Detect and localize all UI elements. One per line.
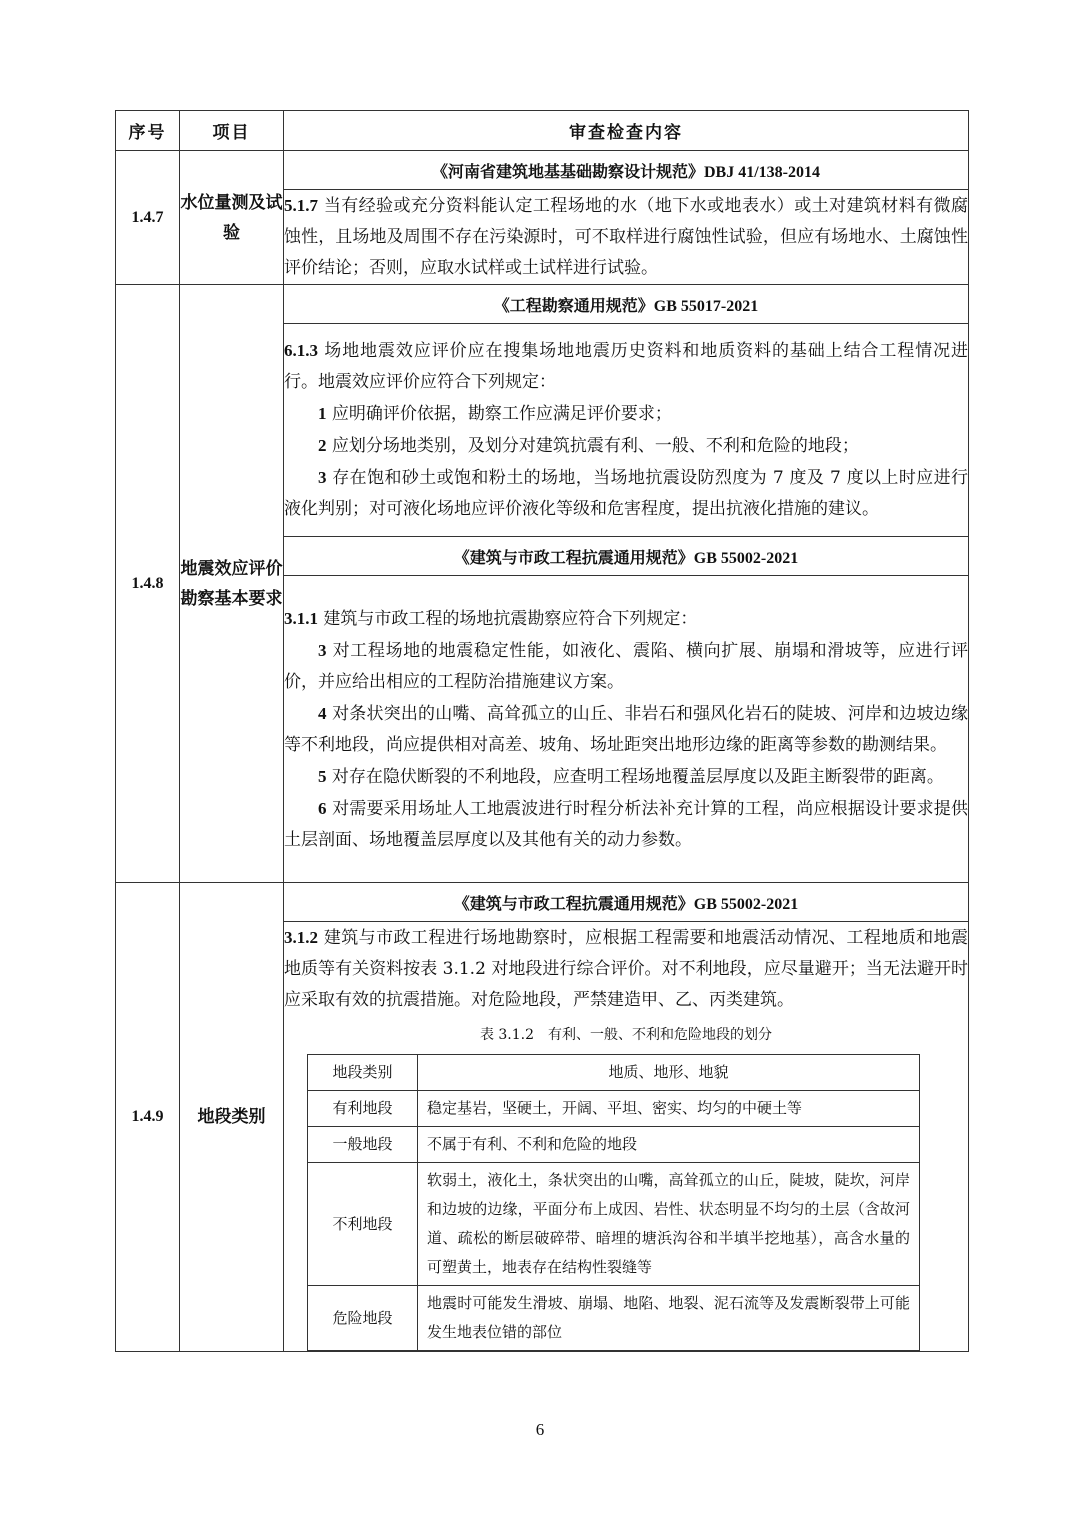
site-category-table (307, 1054, 920, 1351)
table-caption: 表 3.1.2 有利、一般、不利和危险地段的划分 (479, 1027, 773, 1043)
table-header-cell: 地段类别 (308, 1055, 418, 1091)
header-content: 审查检查内容 (284, 111, 969, 151)
row-1-4-8-standard-1 (116, 285, 969, 324)
clause-content: 3.1.2 建筑与市政工程进行场地勘察时，应根据工程需要和地震活动情况、工程地质和地震地质等有关资料按表 3.1.2 对地段进行综合评价。对不利地段，应尽量避开；当无法避开时应采取有效的抗震措施。对危险地段，严禁建造甲、乙、丙类建筑。 表 3.1.2 有利、一般、不利和危险地段的划分 地段类别 地质、地形、地貌 有利地段 稳定基岩，坚硬土，开阔、平坦、密实、均匀的中硬土等 一般地段 不属于有利、不利和危险的地段 不利地段 软弱土，液化土，条状突出的山嘴，高耸孤立的山丘，陡坡，陡坎，河岸和边坡的边缘，平面分布上成因、岩性、状态明显不均匀的土层（含故河道、疏松的断层破碎带、暗埋的塘浜沟谷和半填半挖地基），高含水量的可塑黄土，地表存在结构性裂缝等 危险地段 地震时可能发生滑坡、崩塌、地陷、地裂、泥石流等及发震断裂带上可能发生地表位错的部位 (284, 922, 969, 1352)
category-cell: 一般地段 (308, 1127, 418, 1163)
clause-content: 6.1.3 场地地震效应评价应在搜集场地地震历史资料和地质资料的基础上结合工程情况进行。地震效应评价应符合下列规定： 1 应明确评价依据，勘察工作应满足评价要求； 2 应划分场地类别，及划分对建筑抗震有利、一般、不利和危险的地段； 3 存在饱和砂土或饱和粉土的场地，当场地抗震设防烈度为 7 度及 7 度以上时应进行液化判别；对可液化场地应评价液化等级和危害程度，提出抗液化措施的建议。 (284, 324, 969, 537)
row-number: 1.4.8 (116, 285, 180, 883)
standard-title: 《建筑与市政工程抗震通用规范》GB 55002-2021 (284, 883, 969, 922)
description-cell: 地震时可能发生滑坡、崩塌、地陷、地裂、泥石流等及发震断裂带上可能发生地表位错的部位 (418, 1286, 920, 1351)
page-number: 6 (535, 1420, 545, 1439)
review-table (115, 110, 969, 1352)
row-number: 1.4.7 (116, 151, 180, 285)
standard-title: 《工程勘察通用规范》GB 55017-2021 (284, 285, 969, 324)
clause-content: 3.1.1 建筑与市政工程的场地抗震勘察应符合下列规定： 3 对工程场地的地震稳定性能，如液化、震陷、横向扩展、崩塌和滑坡等，应进行评价，并应给出相应的工程防治措施建议方案。 4 对条状突出的山嘴、高耸孤立的山丘、非岩石和强风化岩石的陡坡、河岸和边坡边缘等不利地段，尚应提供相对高差、坡角、场址距突出地形边缘的距离等参数的勘测结果。 5 对存在隐伏断裂的不利地段，应查明工程场地覆盖层厚度以及距主断裂带的距离。 6 对需要采用场址人工地震波进行时程分析法补充计算的工程，尚应根据设计要求提供土层剖面、场地覆盖层厚度以及其他有关的动力参数。 (284, 576, 969, 883)
header-row (116, 111, 969, 151)
standard-title: 《河南省建筑地基基础勘察设计规范》DBJ 41/138-2014 (284, 151, 969, 190)
category-cell: 有利地段 (308, 1091, 418, 1127)
table-header-row (308, 1055, 920, 1091)
table-row (308, 1127, 920, 1163)
table-header-cell: 地质、地形、地貌 (418, 1055, 920, 1091)
description-cell: 稳定基岩，坚硬土，开阔、平坦、密实、均匀的中硬土等 (418, 1091, 920, 1127)
row-number: 1.4.9 (116, 883, 180, 1352)
row-1-4-7-standard (116, 151, 969, 190)
row-item: 地震效应评价勘察基本要求 (180, 285, 284, 883)
row-item: 水位量测及试验 (180, 151, 284, 285)
clause-content: 5.1.7 当有经验或充分资料能认定工程场地的水（地下水或地表水）或土对建筑材料有微腐蚀性，且场地及周围不存在污染源时，可不取样进行腐蚀性试验，但应有场地水、土腐蚀性评价结论；否则，应取水试样或土试样进行试验。 (284, 190, 969, 285)
category-cell: 危险地段 (308, 1286, 418, 1351)
table-row (308, 1163, 920, 1286)
table-row (308, 1091, 920, 1127)
description-cell: 软弱土，液化土，条状突出的山嘴，高耸孤立的山丘，陡坡，陡坎，河岸和边坡的边缘，平面分布上成因、岩性、状态明显不均匀的土层（含故河道、疏松的断层破碎带、暗埋的塘浜沟谷和半填半挖地基），高含水量的可塑黄土，地表存在结构性裂缝等 (418, 1163, 920, 1286)
category-cell: 不利地段 (308, 1163, 418, 1286)
header-item: 项目 (180, 111, 284, 151)
table-row (308, 1286, 920, 1351)
row-1-4-9-standard (116, 883, 969, 922)
standard-title: 《建筑与市政工程抗震通用规范》GB 55002-2021 (284, 537, 969, 576)
description-cell: 不属于有利、不利和危险的地段 (418, 1127, 920, 1163)
header-no: 序号 (116, 111, 180, 151)
row-item: 地段类别 (180, 883, 284, 1352)
